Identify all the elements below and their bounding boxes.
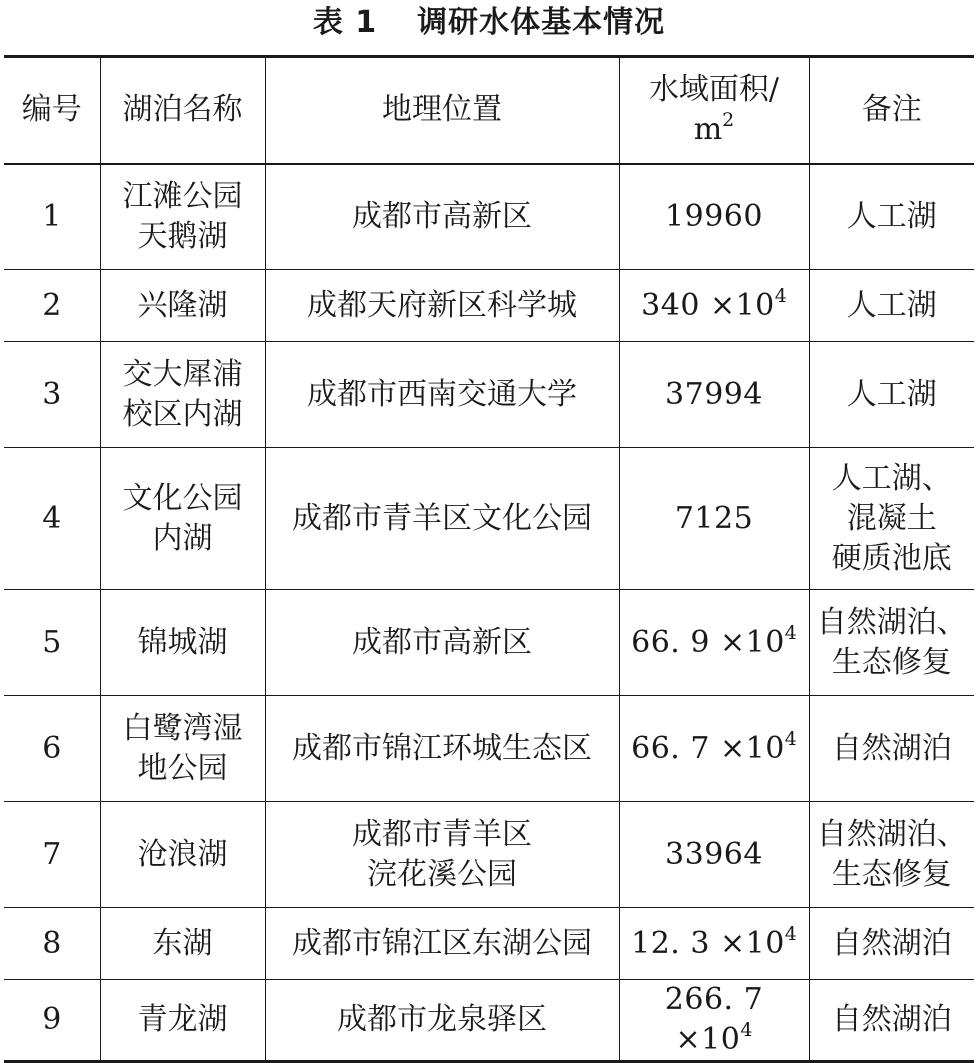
header-location: 地理位置 [265, 57, 619, 164]
location-line: 成都市高新区 [352, 198, 532, 234]
lake-name-line: 文化公园 [122, 480, 243, 516]
area-exponent: 4 [784, 621, 797, 644]
area-value: 12. 3 ×10 [631, 925, 785, 961]
area-value: 340 ×10 [641, 287, 775, 323]
note-line: 自然湖泊 [831, 1002, 952, 1037]
lake-name-line: 交大犀浦 [122, 356, 243, 392]
cell-note [809, 164, 974, 270]
cell-id: 1 [4, 164, 100, 270]
cell-lake-name [100, 980, 265, 1062]
header-id: 编号 [4, 57, 100, 164]
area-exponent: 4 [784, 727, 797, 750]
area-value: 37994 [665, 376, 763, 412]
table-row [4, 696, 974, 802]
cell-area [619, 696, 809, 802]
cell-lake-name [100, 590, 265, 696]
cell-location [265, 164, 619, 270]
table-row [4, 802, 974, 908]
location-line: 成都市青羊区文化公园 [292, 500, 592, 536]
table-row [4, 980, 974, 1062]
area-value: 66. 7 ×10 [631, 730, 785, 766]
note-line: 自然湖泊 [831, 730, 952, 766]
area-value: 7125 [674, 500, 754, 536]
lake-name-line: 青龙湖 [137, 1002, 228, 1037]
lake-name-line: 锦城湖 [137, 624, 228, 660]
note-line: 人工湖、 [831, 460, 952, 496]
header-name: 湖泊名称 [100, 57, 265, 164]
lake-name-line: 兴隆湖 [137, 287, 228, 323]
lake-name-line: 内湖 [152, 520, 213, 556]
cell-note [809, 270, 974, 342]
cell-id: 3 [4, 342, 100, 448]
lake-name-line: 校区内湖 [122, 396, 243, 432]
table-header-row [4, 57, 974, 164]
table-row [4, 342, 974, 448]
lake-name-line: 江滩公园 [122, 178, 243, 214]
table-row [4, 448, 974, 590]
cell-note [809, 980, 974, 1062]
table-caption [0, 0, 978, 52]
cell-note [809, 908, 974, 980]
area-value: 66. 9 ×10 [631, 624, 785, 660]
header-area-unit-line [624, 110, 805, 150]
cell-location [265, 980, 619, 1062]
location-line: 成都市青羊区 [352, 816, 532, 852]
cell-lake-name [100, 448, 265, 590]
header-area-unit: m [693, 112, 723, 148]
cell-location [265, 590, 619, 696]
cell-lake-name [100, 908, 265, 980]
cell-area [619, 802, 809, 908]
note-line: 自然湖泊、 [816, 604, 967, 640]
cell-area [619, 164, 809, 270]
note-line: 自然湖泊 [831, 925, 952, 961]
cell-note [809, 590, 974, 696]
header-area [619, 57, 809, 164]
header-note: 备注 [809, 57, 974, 164]
cell-location [265, 342, 619, 448]
cell-id: 5 [4, 590, 100, 696]
location-line: 成都市锦江区东湖公园 [292, 925, 592, 961]
cell-lake-name [100, 164, 265, 270]
cell-note [809, 342, 974, 448]
table-number: 表 1 [312, 5, 378, 40]
cell-area [619, 270, 809, 342]
cell-location [265, 270, 619, 342]
cell-note [809, 802, 974, 908]
cell-id: 8 [4, 908, 100, 980]
table-row [4, 270, 974, 342]
table-row [4, 164, 974, 270]
cell-lake-name [100, 270, 265, 342]
cell-area [619, 448, 809, 590]
note-line: 人工湖 [846, 198, 937, 234]
cell-lake-name [100, 802, 265, 908]
header-area-label: 水域面积/ [648, 72, 780, 108]
note-line: 硬质池底 [831, 540, 952, 576]
lake-survey-table [4, 55, 974, 1063]
cell-location [265, 908, 619, 980]
location-line: 成都市锦江环城生态区 [292, 730, 592, 766]
table-body [4, 164, 974, 1062]
cell-id: 9 [4, 980, 100, 1062]
lake-name-line: 沧浪湖 [137, 836, 228, 872]
location-line: 成都市西南交通大学 [307, 376, 577, 412]
note-line: 生态修复 [831, 644, 952, 680]
location-line: 浣花溪公园 [367, 856, 517, 892]
location-line: 成都市龙泉驿区 [337, 1002, 547, 1037]
lake-name-line: 白鹭湾湿 [122, 710, 243, 746]
cell-area [619, 342, 809, 448]
location-line: 成都市高新区 [352, 624, 532, 660]
lake-name-line: 天鹅湖 [137, 218, 228, 254]
area-exponent: 4 [740, 1019, 753, 1041]
location-line: 成都天府新区科学城 [307, 287, 577, 323]
area-exponent: 4 [774, 284, 787, 307]
cell-id: 6 [4, 696, 100, 802]
area-value: 19960 [665, 198, 763, 234]
area-exponent: 4 [784, 922, 797, 945]
cell-location [265, 448, 619, 590]
lake-name-line: 东湖 [152, 925, 213, 961]
cell-id: 4 [4, 448, 100, 590]
cell-note [809, 696, 974, 802]
area-value: 266. 7 ×10 [664, 982, 764, 1057]
note-line: 自然湖泊、 [816, 816, 967, 852]
table-row [4, 908, 974, 980]
note-line: 混凝土 [846, 500, 937, 536]
note-line: 人工湖 [846, 287, 937, 323]
cell-lake-name [100, 342, 265, 448]
cell-id: 7 [4, 802, 100, 908]
table-title: 调研水体基本情况 [417, 5, 666, 40]
cell-note [809, 448, 974, 590]
cell-area [619, 980, 809, 1062]
cell-location [265, 696, 619, 802]
cell-lake-name [100, 696, 265, 802]
header-area-unit-sup: 2 [722, 109, 735, 132]
cell-area [619, 908, 809, 980]
table-row [4, 590, 974, 696]
lake-name-line: 地公园 [137, 750, 228, 786]
note-line: 人工湖 [846, 376, 937, 412]
cell-location [265, 802, 619, 908]
cell-area [619, 590, 809, 696]
note-line: 生态修复 [831, 856, 952, 892]
area-value: 33964 [665, 836, 763, 872]
cell-id: 2 [4, 270, 100, 342]
